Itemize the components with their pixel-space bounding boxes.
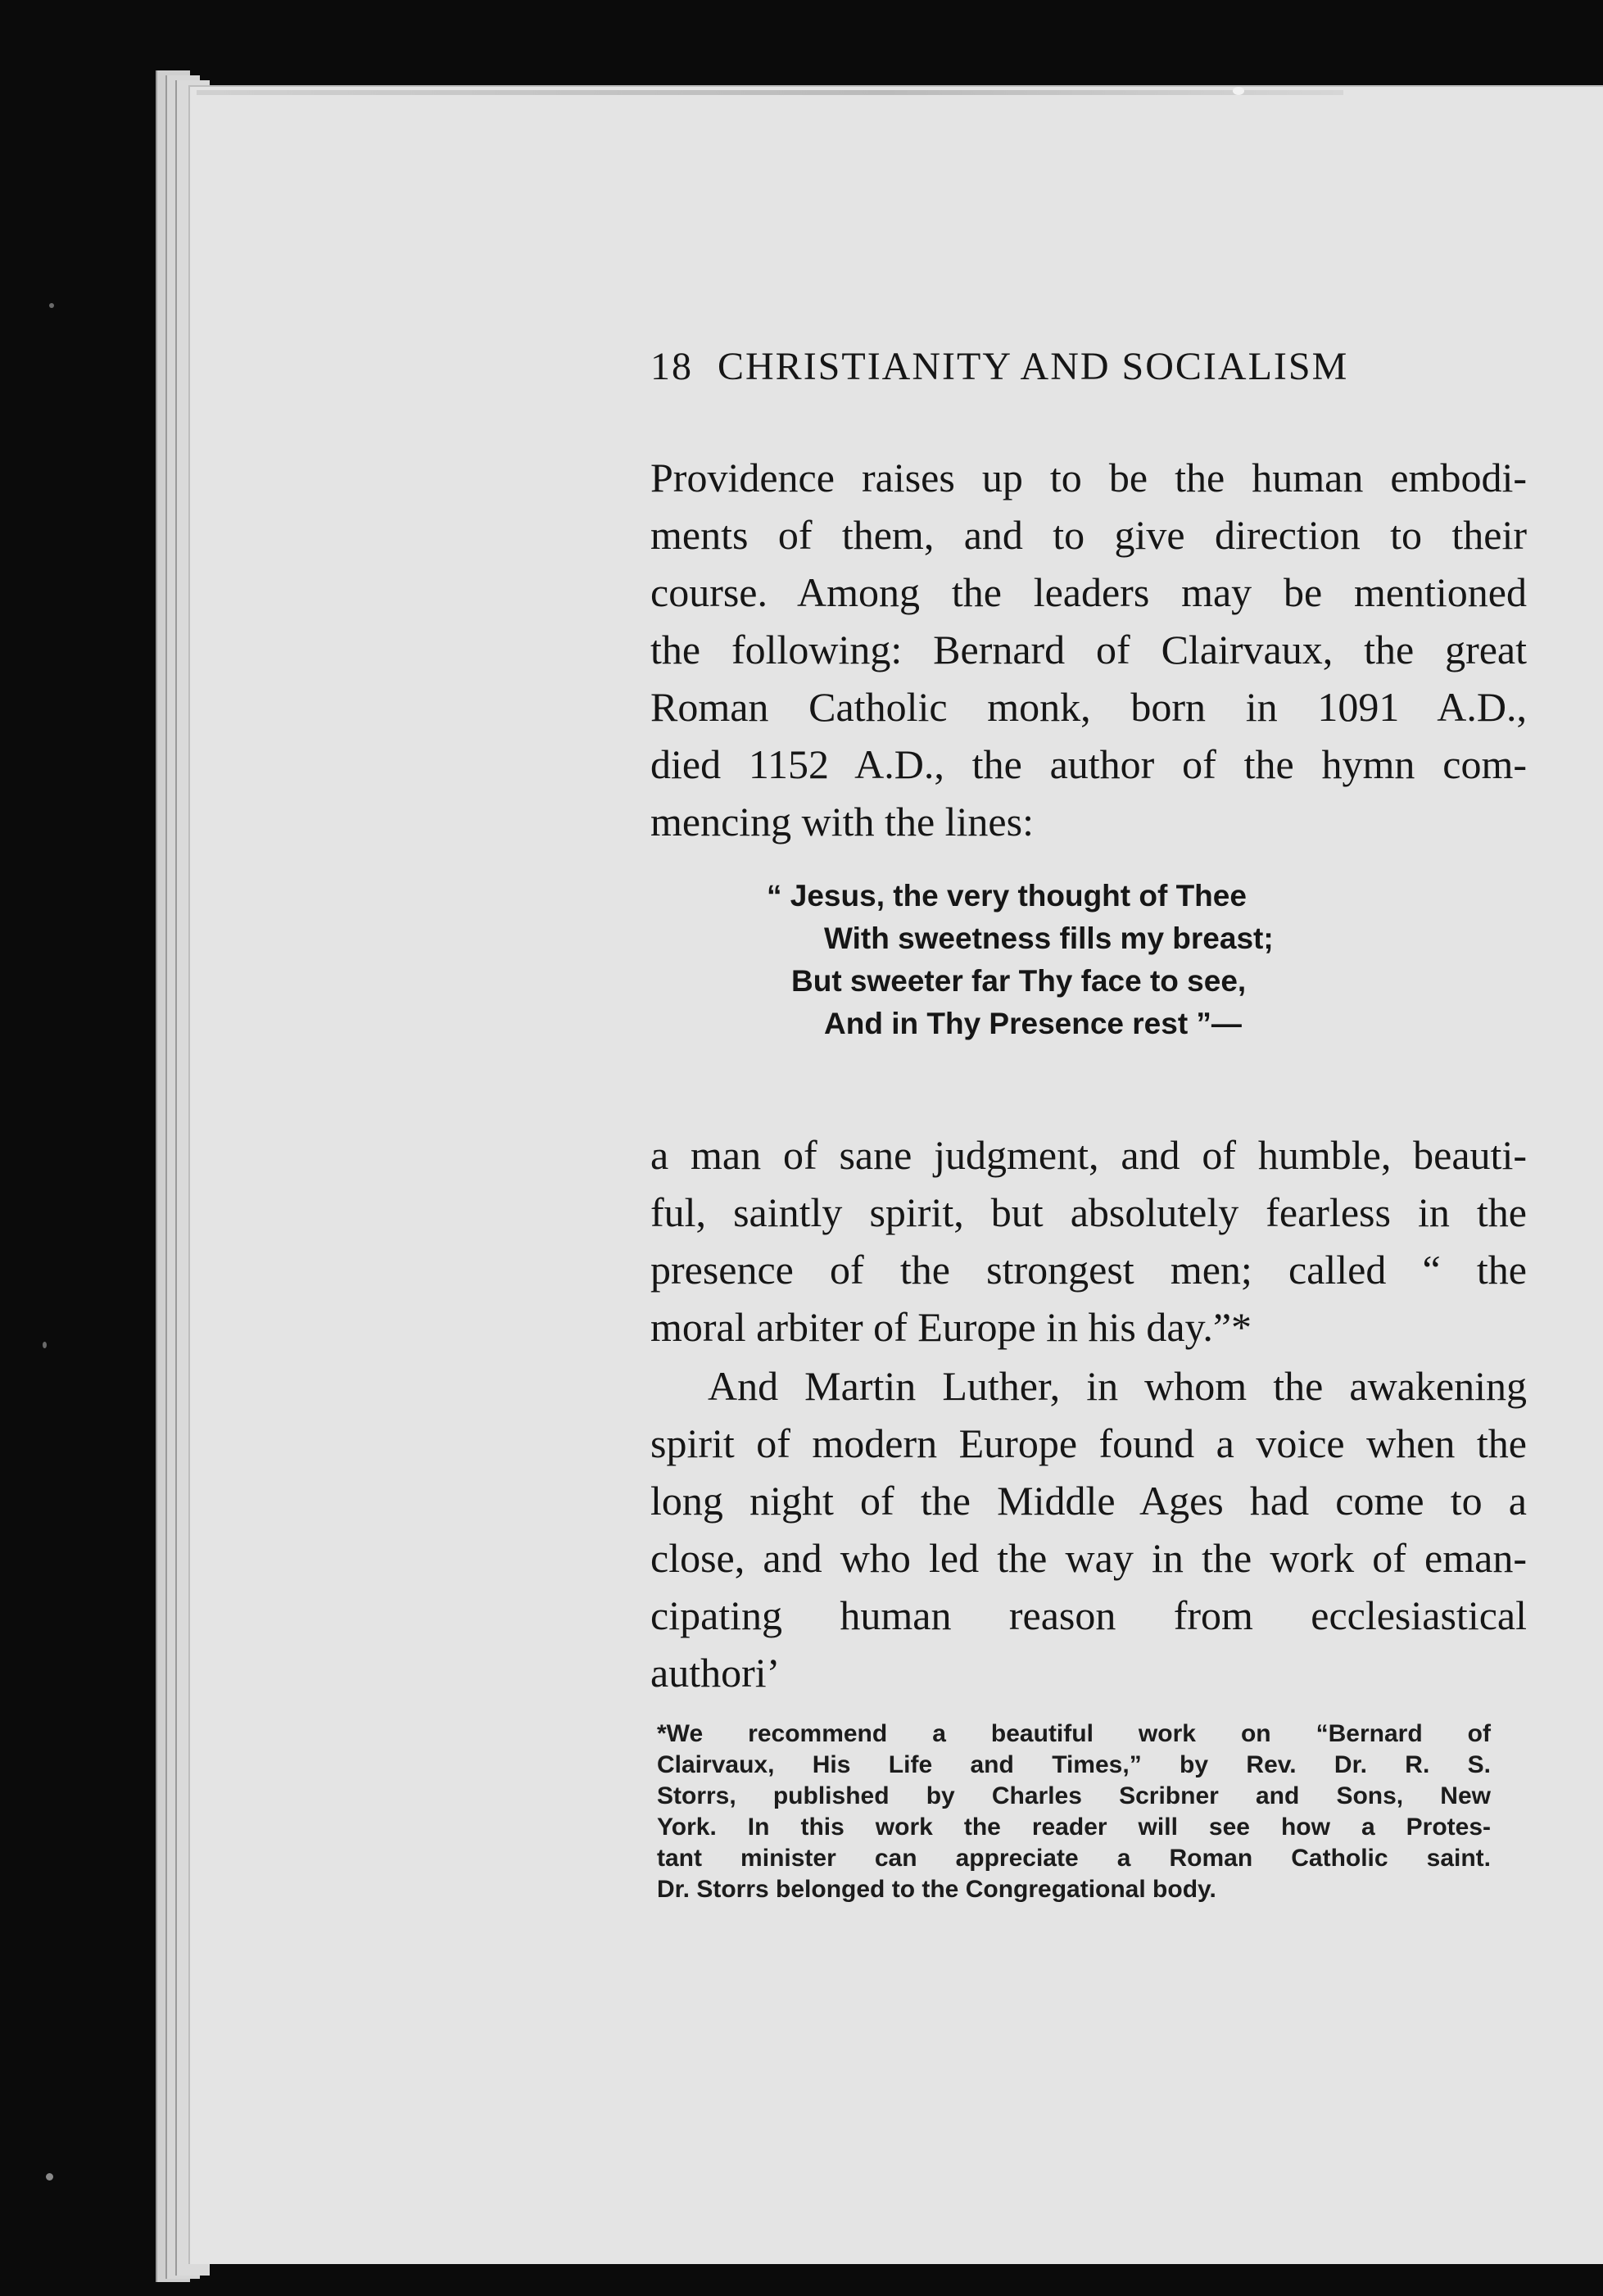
text-line: long night of the Middle Ages had come to a	[650, 1478, 1527, 1524]
text-line: ful, saintly spirit, but absolutely fearless in the	[650, 1189, 1527, 1235]
scan-speck	[49, 303, 54, 308]
paragraph	[650, 1126, 1527, 1356]
verse-line: But sweeter far Thy face to see,	[791, 964, 1247, 998]
scan-streak	[197, 90, 1343, 95]
footnote-line: Dr. Storrs belonged to the Congregational body.	[657, 1876, 1216, 1903]
text-line: Providence raises up to be the human embodi-	[650, 455, 1527, 500]
footnote-line: tant minister can appreciate a Roman Catholic saint.	[657, 1845, 1491, 1872]
paragraph	[650, 1357, 1527, 1701]
footnote	[657, 1719, 1491, 1905]
scan-speck	[43, 1342, 47, 1348]
verse-line: And in Thy Presence rest ”—	[824, 1007, 1242, 1040]
verse-line: “ Jesus, the very thought of Thee	[767, 879, 1247, 913]
text-line: mencing with the lines:	[650, 799, 1034, 845]
text-line: ments of them, and to give direction to their	[650, 512, 1527, 558]
page-number: 18	[650, 345, 693, 388]
text-line: course. Among the leaders may be mentioned	[650, 569, 1527, 615]
scan-speck	[1233, 87, 1244, 95]
text-line: authori’	[650, 1650, 781, 1696]
text-line: died 1152 A.D., the author of the hymn com-	[650, 741, 1527, 787]
text-line: moral arbiter of Europe in his day.”*	[650, 1304, 1252, 1350]
text-line: And Martin Luther, in whom the awakening	[708, 1363, 1527, 1409]
footnote-line: *We recommend a beautiful work on “Bernard of	[657, 1720, 1491, 1747]
text-line: Roman Catholic monk, born in 1091 A.D.,	[650, 684, 1527, 730]
text-line: spirit of modern Europe found a voice when the	[650, 1420, 1527, 1466]
paragraph	[650, 449, 1527, 850]
text-line: a man of sane judgment, and of humble, beauti-	[650, 1132, 1527, 1178]
text-line: cipating human reason from ecclesiastical	[650, 1592, 1527, 1638]
text-line: the following: Bernard of Clairvaux, the great	[650, 627, 1527, 672]
running-title: CHRISTIANITY AND SOCIALISM	[718, 345, 1349, 388]
scan-speck	[46, 2173, 53, 2181]
running-head	[650, 344, 1498, 389]
text-line: close, and who led the way in the work of eman-	[650, 1535, 1527, 1581]
footnote-line: Storrs, published by Charles Scribner and Sons, New	[657, 1782, 1491, 1809]
hymn-quote	[767, 875, 1274, 1045]
footnote-line: Clairvaux, His Life and Times,” by Rev. Dr. R. S.	[657, 1751, 1491, 1778]
text-line: presence of the strongest men; called “ the	[650, 1247, 1527, 1293]
verse-line: With sweetness fills my breast;	[824, 922, 1274, 955]
footnote-line: York. In this work the reader will see how a Protes-	[657, 1814, 1491, 1841]
